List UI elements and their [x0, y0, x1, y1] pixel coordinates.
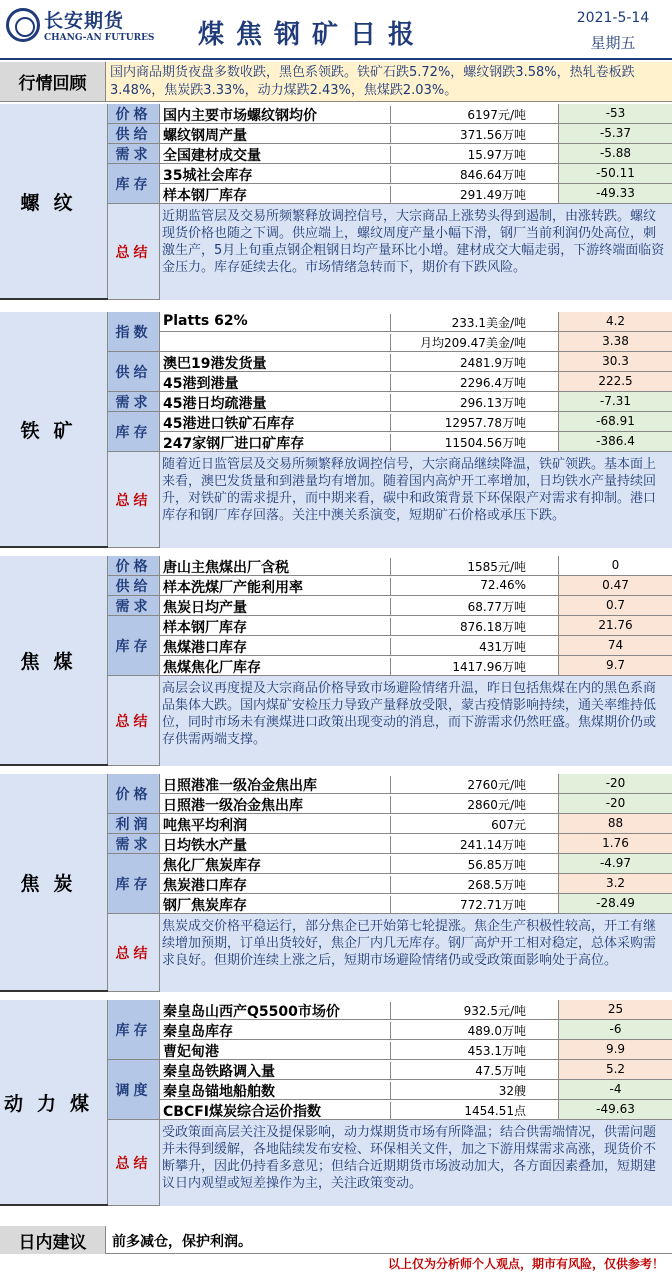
section-name: 螺纹 — [0, 104, 108, 298]
indicator-value: 431万吨 — [390, 638, 550, 656]
category-label: 价格 — [108, 104, 160, 124]
indicator-row — [160, 1000, 672, 1020]
section-name: 铁矿 — [0, 312, 108, 546]
indicator-change: -28.49 — [558, 894, 672, 913]
indicator-value: 2296.4万吨 — [390, 374, 550, 392]
indicator-change: -68.91 — [558, 412, 672, 431]
category-label: 供给 — [108, 352, 160, 392]
indicator-value: 1454.51点 — [390, 1102, 550, 1120]
category-label: 需求 — [108, 596, 160, 616]
report-date: 2021-5-14 — [576, 10, 650, 26]
brand-name: 长安期货 — [44, 10, 125, 32]
indicator-name: 全国建材成交量 — [163, 148, 261, 164]
indicator-change: -20 — [558, 774, 672, 793]
indicator-row — [160, 332, 672, 352]
indicator-value: 233.1美金/吨 — [390, 314, 550, 332]
summary-label: 总结 — [108, 1120, 160, 1206]
indicator-change: 0.7 — [558, 596, 672, 615]
indicator-row — [160, 312, 672, 332]
indicator-value: 72.46% — [390, 578, 550, 596]
disclaimer: 以上仅为分析师个人观点，期市有风险，仅供参考！ — [387, 1257, 664, 1271]
indicator-name: 45港日均疏港量 — [163, 396, 267, 412]
brand-name-en: CHANG-AN FUTURES — [44, 33, 155, 43]
indicator-name: 国内主要市场螺纹钢均价 — [163, 108, 317, 124]
indicator-name: 钢厂焦炭库存 — [163, 898, 247, 914]
indicator-value: 11504.56万吨 — [390, 434, 550, 452]
indicator-row — [160, 894, 672, 914]
indicator-name: 焦化厂焦炭库存 — [163, 858, 261, 874]
market-review-text: 国内商品期货夜盘多数收跌，黑色系领跌。铁矿石跌5.72%，螺纹钢跌3.58%，热轧卷板跌3.48%，焦炭跌3.33%，动力煤跌2.43%，焦煤跌2.03%。 — [110, 65, 635, 98]
indicator-change: 9.9 — [558, 1040, 672, 1059]
indicator-change: -20 — [558, 794, 672, 813]
indicator-change: 3.2 — [558, 874, 672, 893]
indicator-value: 453.1万吨 — [390, 1042, 550, 1060]
indicator-value: 607元 — [390, 816, 550, 834]
summary-text: 近期监管层及交易所频繁释放调控信号，大宗商品上涨势头得到遏制，由涨转跌。螺纹现货价格也随之下调。供应端上，螺纹周度产量小幅下滑，钢厂当前利润仍处高位，刺激生产，5月上旬重点钢企粗钢日均产量环比小增。建材成交大幅走弱，下游终端面临资金压力。库存延续去化。市场情绪急转而下，期价有下跌风险。 — [162, 209, 665, 275]
category-label: 价格 — [108, 556, 160, 576]
indicator-change: -7.31 — [558, 392, 672, 411]
category-label: 库存 — [108, 616, 160, 676]
indicator-row — [160, 144, 672, 164]
indicator-value: 772.71万吨 — [390, 896, 550, 914]
indicator-row — [160, 104, 672, 124]
indicator-row — [160, 1040, 672, 1060]
summary-label: 总结 — [108, 676, 160, 766]
indicator-value: 1585元/吨 — [390, 558, 550, 576]
indicator-value: 489.0万吨 — [390, 1022, 550, 1040]
indicator-name: 45港到港量 — [163, 376, 239, 392]
indicator-row — [160, 1020, 672, 1040]
section-4 — [0, 1000, 672, 1206]
category-label: 库存 — [108, 854, 160, 914]
indicator-name: 日照港一级冶金焦出库 — [163, 798, 303, 814]
indicator-value: 2481.9万吨 — [390, 354, 550, 372]
indicator-value: 2860元/吨 — [390, 796, 550, 814]
indicator-name: 澳巴19港发货量 — [163, 356, 267, 372]
indicator-row — [160, 774, 672, 794]
indicator-name: 样本钢厂库存 — [163, 620, 247, 636]
summary-text: 高层会议再度提及大宗商品价格导致市场避险情绪升温，昨日包括焦煤在内的黑色系商品集体大跌。国内煤矿安检压力导致产量释放受限，蒙古疫情影响持续，通关率维持低位，同时市场未有澳煤进口政策出现变动的消息，而下游需求仍然旺盛。焦煤期价仍或存供需两端支撑。 — [162, 681, 657, 747]
indicator-change: -49.33 — [558, 184, 672, 203]
category-label: 库存 — [108, 1000, 160, 1060]
indicator-change: -5.37 — [558, 124, 672, 143]
indicator-name: 焦炭日均产量 — [163, 600, 247, 616]
indicator-change: 9.7 — [558, 656, 672, 675]
indicator-change: 74 — [558, 636, 672, 655]
section-2 — [0, 556, 672, 766]
summary-label: 总结 — [108, 452, 160, 548]
section-3 — [0, 774, 672, 992]
indicator-name: Platts 62% — [163, 313, 248, 329]
indicator-row — [160, 556, 672, 576]
indicator-name: 唐山主焦煤出厂含税 — [163, 560, 289, 576]
indicator-value: 2760元/吨 — [390, 776, 550, 794]
indicator-change: 88 — [558, 814, 672, 833]
indicator-name: 焦炭港口库存 — [163, 878, 247, 894]
category-label: 需求 — [108, 834, 160, 854]
indicator-change: 0.47 — [558, 576, 672, 595]
indicator-change: -50.11 — [558, 164, 672, 183]
indicator-name: 秦皇岛锚地船舶数 — [163, 1084, 275, 1100]
section-name: 动力煤 — [0, 1000, 108, 1204]
indicator-change: 3.38 — [558, 332, 672, 351]
indicator-value: 268.5万吨 — [390, 876, 550, 894]
category-label: 需求 — [108, 392, 160, 412]
indicator-change: -53 — [558, 104, 672, 123]
indicator-value: 296.13万吨 — [390, 394, 550, 412]
indicator-row — [160, 656, 672, 676]
indicator-row — [160, 814, 672, 834]
indicator-change: 1.76 — [558, 834, 672, 853]
indicator-row — [160, 1060, 672, 1080]
indicator-row — [160, 392, 672, 412]
category-label: 库存 — [108, 412, 160, 452]
indicator-name: 45港进口铁矿石库存 — [163, 416, 295, 432]
indicator-name: 焦煤焦化厂库存 — [163, 660, 261, 676]
category-label: 供给 — [108, 124, 160, 144]
indicator-change: -5.88 — [558, 144, 672, 163]
indicator-value: 241.14万吨 — [390, 836, 550, 854]
indicator-change: 5.2 — [558, 1060, 672, 1079]
indicator-row — [160, 432, 672, 452]
summary-label: 总结 — [108, 204, 160, 300]
intraday-advice-label: 日内建议 — [0, 1226, 106, 1254]
summary-label: 总结 — [108, 914, 160, 992]
indicator-row — [160, 164, 672, 184]
indicator-value: 15.97万吨 — [390, 146, 550, 164]
indicator-change: -4.97 — [558, 854, 672, 873]
category-label: 价格 — [108, 774, 160, 814]
company-logo-icon — [6, 8, 40, 42]
indicator-name: 秦皇岛库存 — [163, 1024, 233, 1040]
section-0 — [0, 104, 672, 300]
indicator-name: 日照港准一级冶金焦出库 — [163, 778, 317, 794]
indicator-value: 932.5元/吨 — [390, 1002, 550, 1020]
section-1 — [0, 312, 672, 548]
indicator-change: 21.76 — [558, 616, 672, 635]
indicator-change: 25 — [558, 1000, 672, 1019]
indicator-value: 291.49万吨 — [390, 186, 550, 204]
indicator-name: 曹妃甸港 — [163, 1044, 219, 1060]
indicator-value: 68.77万吨 — [390, 598, 550, 616]
indicator-change: -49.63 — [558, 1100, 672, 1119]
report-weekday: 星期五 — [590, 34, 636, 52]
summary-text: 受政策面高层关注及提保影响，动力煤期货市场有所降温；结合供需端情况，供需问题并未得到缓解，各地陆续发布安检、环保相关文件，加之下游用煤需求高涨，现货价不断攀升，因此仍持看多意见；但结合近期期货市场波动加大，各方面因素叠加，短期建议日内观望或短差操作为主，关注政策变动。 — [162, 1125, 657, 1191]
category-label: 指数 — [108, 312, 160, 352]
indicator-row — [160, 352, 672, 372]
indicator-value: 6197元/吨 — [390, 106, 550, 124]
indicator-name: CBCFI煤炭综合运价指数 — [163, 1104, 321, 1120]
category-label: 利润 — [108, 814, 160, 834]
indicator-value: 846.64万吨 — [390, 166, 550, 184]
indicator-change: 4.2 — [558, 312, 672, 331]
indicator-value: 371.56万吨 — [390, 126, 550, 144]
indicator-row — [160, 412, 672, 432]
section-name: 焦炭 — [0, 774, 108, 990]
indicator-value: 月均209.47美金/吨 — [390, 334, 550, 352]
indicator-value: 1417.96万吨 — [390, 658, 550, 676]
indicator-value: 876.18万吨 — [390, 618, 550, 636]
indicator-name: 秦皇岛山西产Q5500市场价 — [163, 1004, 340, 1020]
indicator-row — [160, 636, 672, 656]
indicator-row — [160, 596, 672, 616]
indicator-row — [160, 794, 672, 814]
category-label: 需求 — [108, 144, 160, 164]
indicator-name: 样本钢厂库存 — [163, 188, 247, 204]
intraday-advice-row — [0, 1226, 672, 1254]
report-header — [0, 0, 672, 60]
indicator-value: 32艘 — [390, 1082, 550, 1100]
indicator-value: 12957.78万吨 — [390, 414, 550, 432]
section-name: 焦煤 — [0, 556, 108, 764]
indicator-name: 样本洗煤厂产能利用率 — [163, 580, 303, 596]
indicator-row — [160, 1100, 672, 1120]
indicator-row — [160, 372, 672, 392]
category-label: 供给 — [108, 576, 160, 596]
market-review-label: 行情回顾 — [0, 62, 106, 101]
intraday-advice-text: 前多减仓，保护利润。 — [112, 1234, 252, 1250]
indicator-change: -4 — [558, 1080, 672, 1099]
indicator-row — [160, 576, 672, 596]
indicator-row — [160, 854, 672, 874]
indicator-change: -386.4 — [558, 432, 672, 451]
indicator-name: 秦皇岛铁路调入量 — [163, 1064, 275, 1080]
category-label: 调度 — [108, 1060, 160, 1120]
summary-text: 焦炭成交价格平稳运行，部分焦企已开始第七轮提涨。焦企生产积极性较高，开工有继续增加预期，订单出货较好，焦企厂内几无库存。钢厂高炉开工相对稳定，总体采购需求良好。但期价连续上涨之后，短期市场避险情绪仍或受政策面影响处于高位。 — [162, 919, 657, 968]
category-label: 库存 — [108, 164, 160, 204]
summary-text: 随着近日监管层及交易所频繁释放调控信号，大宗商品继续降温，铁矿领跌。基本面上来看，澳巴发货量和到港量均有增加。随着国内高炉开工率增加，日均铁水产量持续回升，对铁矿的需求提升，而中期来看，碳中和政策背景下环保限产对需求有抑制。港口库存和钢厂库存回落。关注中澳关系演变，短期矿石价格或承压下跌。 — [162, 457, 657, 523]
indicator-row — [160, 1080, 672, 1100]
indicator-name: 吨焦平均利润 — [163, 818, 247, 834]
indicator-name: 35城社会库存 — [163, 168, 253, 184]
indicator-row — [160, 124, 672, 144]
indicator-name: 焦煤港口库存 — [163, 640, 247, 656]
market-review-row — [0, 62, 672, 102]
indicator-row — [160, 834, 672, 854]
indicator-change: 222.5 — [558, 372, 672, 391]
indicator-row — [160, 874, 672, 894]
indicator-row — [160, 184, 672, 204]
indicator-change: 0 — [558, 556, 672, 575]
indicator-row — [160, 616, 672, 636]
indicator-name: 日均铁水产量 — [163, 838, 247, 854]
indicator-name: 247家钢厂进口矿库存 — [163, 436, 305, 452]
indicator-value: 56.85万吨 — [390, 856, 550, 874]
indicator-change: 30.3 — [558, 352, 672, 371]
indicator-change: -6 — [558, 1020, 672, 1039]
indicator-value: 47.5万吨 — [390, 1062, 550, 1080]
report-title: 煤焦钢矿日报 — [198, 20, 427, 50]
indicator-name: 螺纹钢周产量 — [163, 128, 247, 144]
